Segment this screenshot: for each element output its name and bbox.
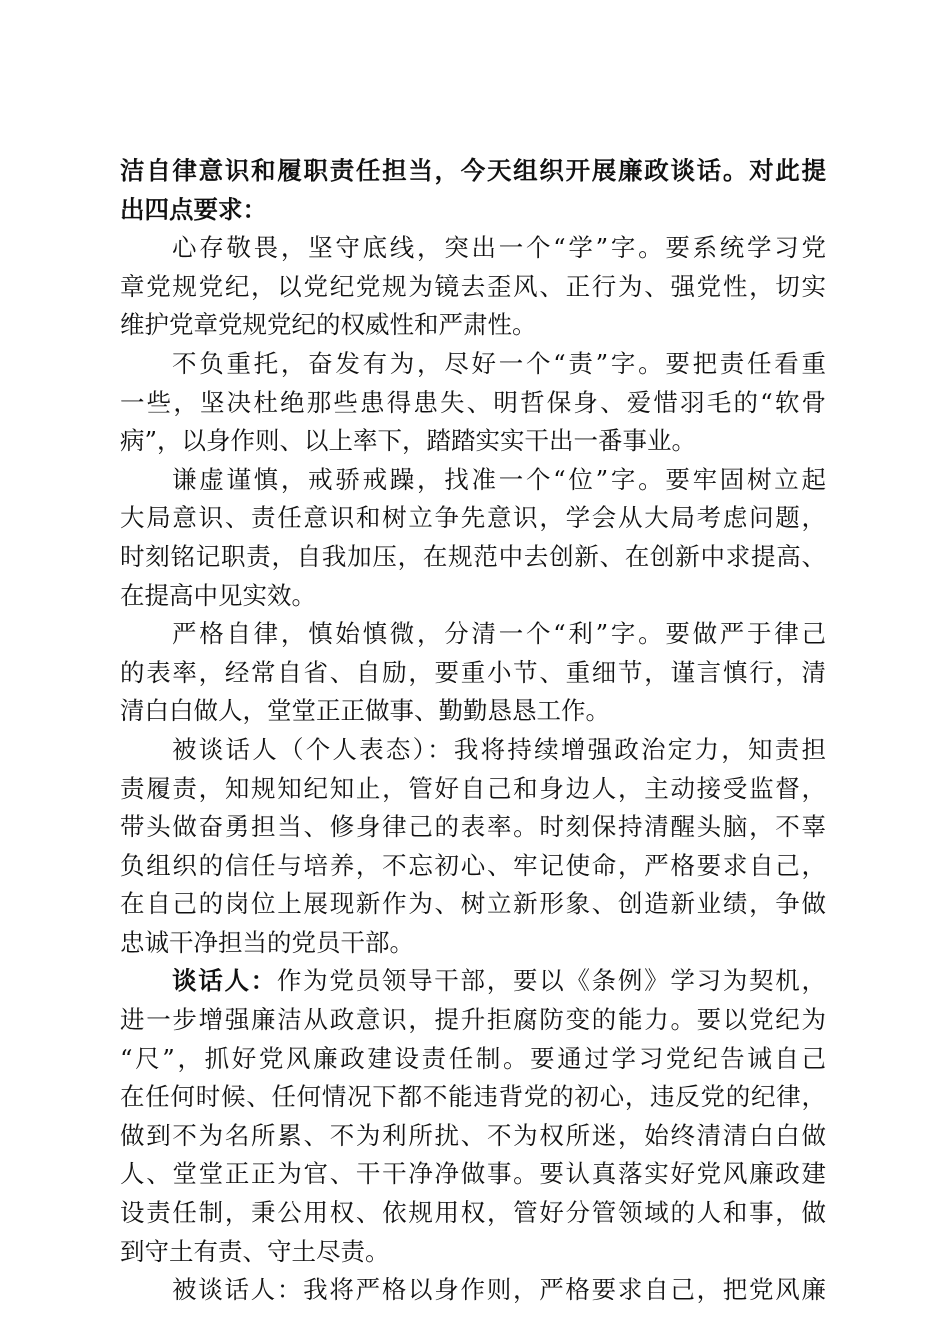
text-line: 人、堂堂正正为官、干干净净做事。要认真落实好党风廉政建 (120, 1159, 826, 1189)
response-paragraph-2 (120, 1271, 826, 1310)
text-line: 忠诚干净担当的党员干部。 (120, 927, 414, 957)
text-line: 被谈话人（个人表态）：我将持续增强政治定力，知责担 (172, 734, 826, 764)
text-line: 大局意识、责任意识和树立争先意识，学会从大局考虑问题， (120, 503, 826, 533)
text-line: 带头做奋勇担当、修身律己的表率。时刻保持清醒头脑，不辜 (120, 812, 826, 842)
text-line: 时刻铭记职责，自我加压，在规范中去创新、在创新中求提高、 (120, 541, 826, 571)
text-line: 设责任制，秉公用权、依规用权，管好分管领域的人和事，做 (120, 1198, 826, 1228)
text-line: 谦虚谨慎，戒骄戒躁，找准一个“位”字。要牢固树立起 (172, 464, 826, 494)
text-line: 在自己的岗位上展现新作为、树立新形象、创造新业绩，争做 (120, 889, 826, 919)
line-text: 作为党员领导干部，要以《条例》学习为契机， (276, 966, 826, 996)
text-line: 洁自律意识和履职责任担当，今天组织开展廉政谈话。对此提 (120, 156, 826, 185)
text-line: 清白白做人，堂堂正正做事、勤勤恳恳工作。 (120, 696, 610, 726)
text-line: 到守土有责、守土尽责。 (120, 1236, 390, 1266)
text-line: 责履责，知规知纪知止，管好自己和身边人，主动接受监督， (120, 773, 826, 803)
requirement-paragraph-3 (120, 461, 826, 615)
text-line: 章党规党纪，以党纪党规为镜去歪风、正行为、强党性，切实 (120, 271, 826, 301)
requirement-paragraph-4 (120, 615, 826, 731)
speaker-label: 谈话人： (172, 966, 277, 996)
text-line: 病”，以身作则、以上率下，踏踏实实干出一番事业。 (120, 426, 697, 456)
text-line: 不负重托，奋发有为，尽好一个“责”字。要把责任看重 (172, 348, 826, 378)
text-line: 严格自律，慎始慎微，分清一个“利”字。要做严于律己 (172, 619, 826, 649)
text-line: 在提高中见实效。 (120, 580, 316, 610)
talker-paragraph-2 (120, 962, 826, 1271)
text-line: 心存敬畏，坚守底线，突出一个“学”字。要系统学习党 (172, 233, 826, 263)
text-line: 出四点要求： (120, 194, 267, 224)
text-line: 一些，坚决杜绝那些患得患失、明哲保身、爱惜羽毛的“软骨 (120, 387, 826, 417)
text-line: 被谈话人：我将严格以身作则，严格要求自己，把党风廉 (172, 1275, 826, 1305)
text-line: “尺”，抓好党风廉政建设责任制。要通过学习党纪告诫自己 (120, 1043, 826, 1073)
document-body (120, 152, 826, 1310)
text-line: 维护党章党规党纪的权威性和严肃性。 (120, 310, 537, 340)
text-line: 进一步增强廉洁从政意识，提升拒腐防变的能力。要以党纪为 (120, 1005, 826, 1035)
requirement-paragraph-2 (120, 345, 826, 461)
text-line: 在任何时候、任何情况下都不能违背党的初心，违反党的纪律， (120, 1082, 826, 1112)
text-line: 做到不为名所累、不为利所扰、不为权所迷，始终清清白白做 (120, 1120, 826, 1150)
intro-paragraph (120, 152, 826, 229)
response-paragraph-1 (120, 731, 826, 963)
requirement-paragraph-1 (120, 229, 826, 345)
text-line: 负组织的信任与培养，不忘初心、牢记使命，严格要求自己， (120, 850, 826, 880)
text-line (120, 962, 826, 1001)
text-line: 的表率，经常自省、自励，要重小节、重细节，谨言慎行，清 (120, 657, 826, 687)
